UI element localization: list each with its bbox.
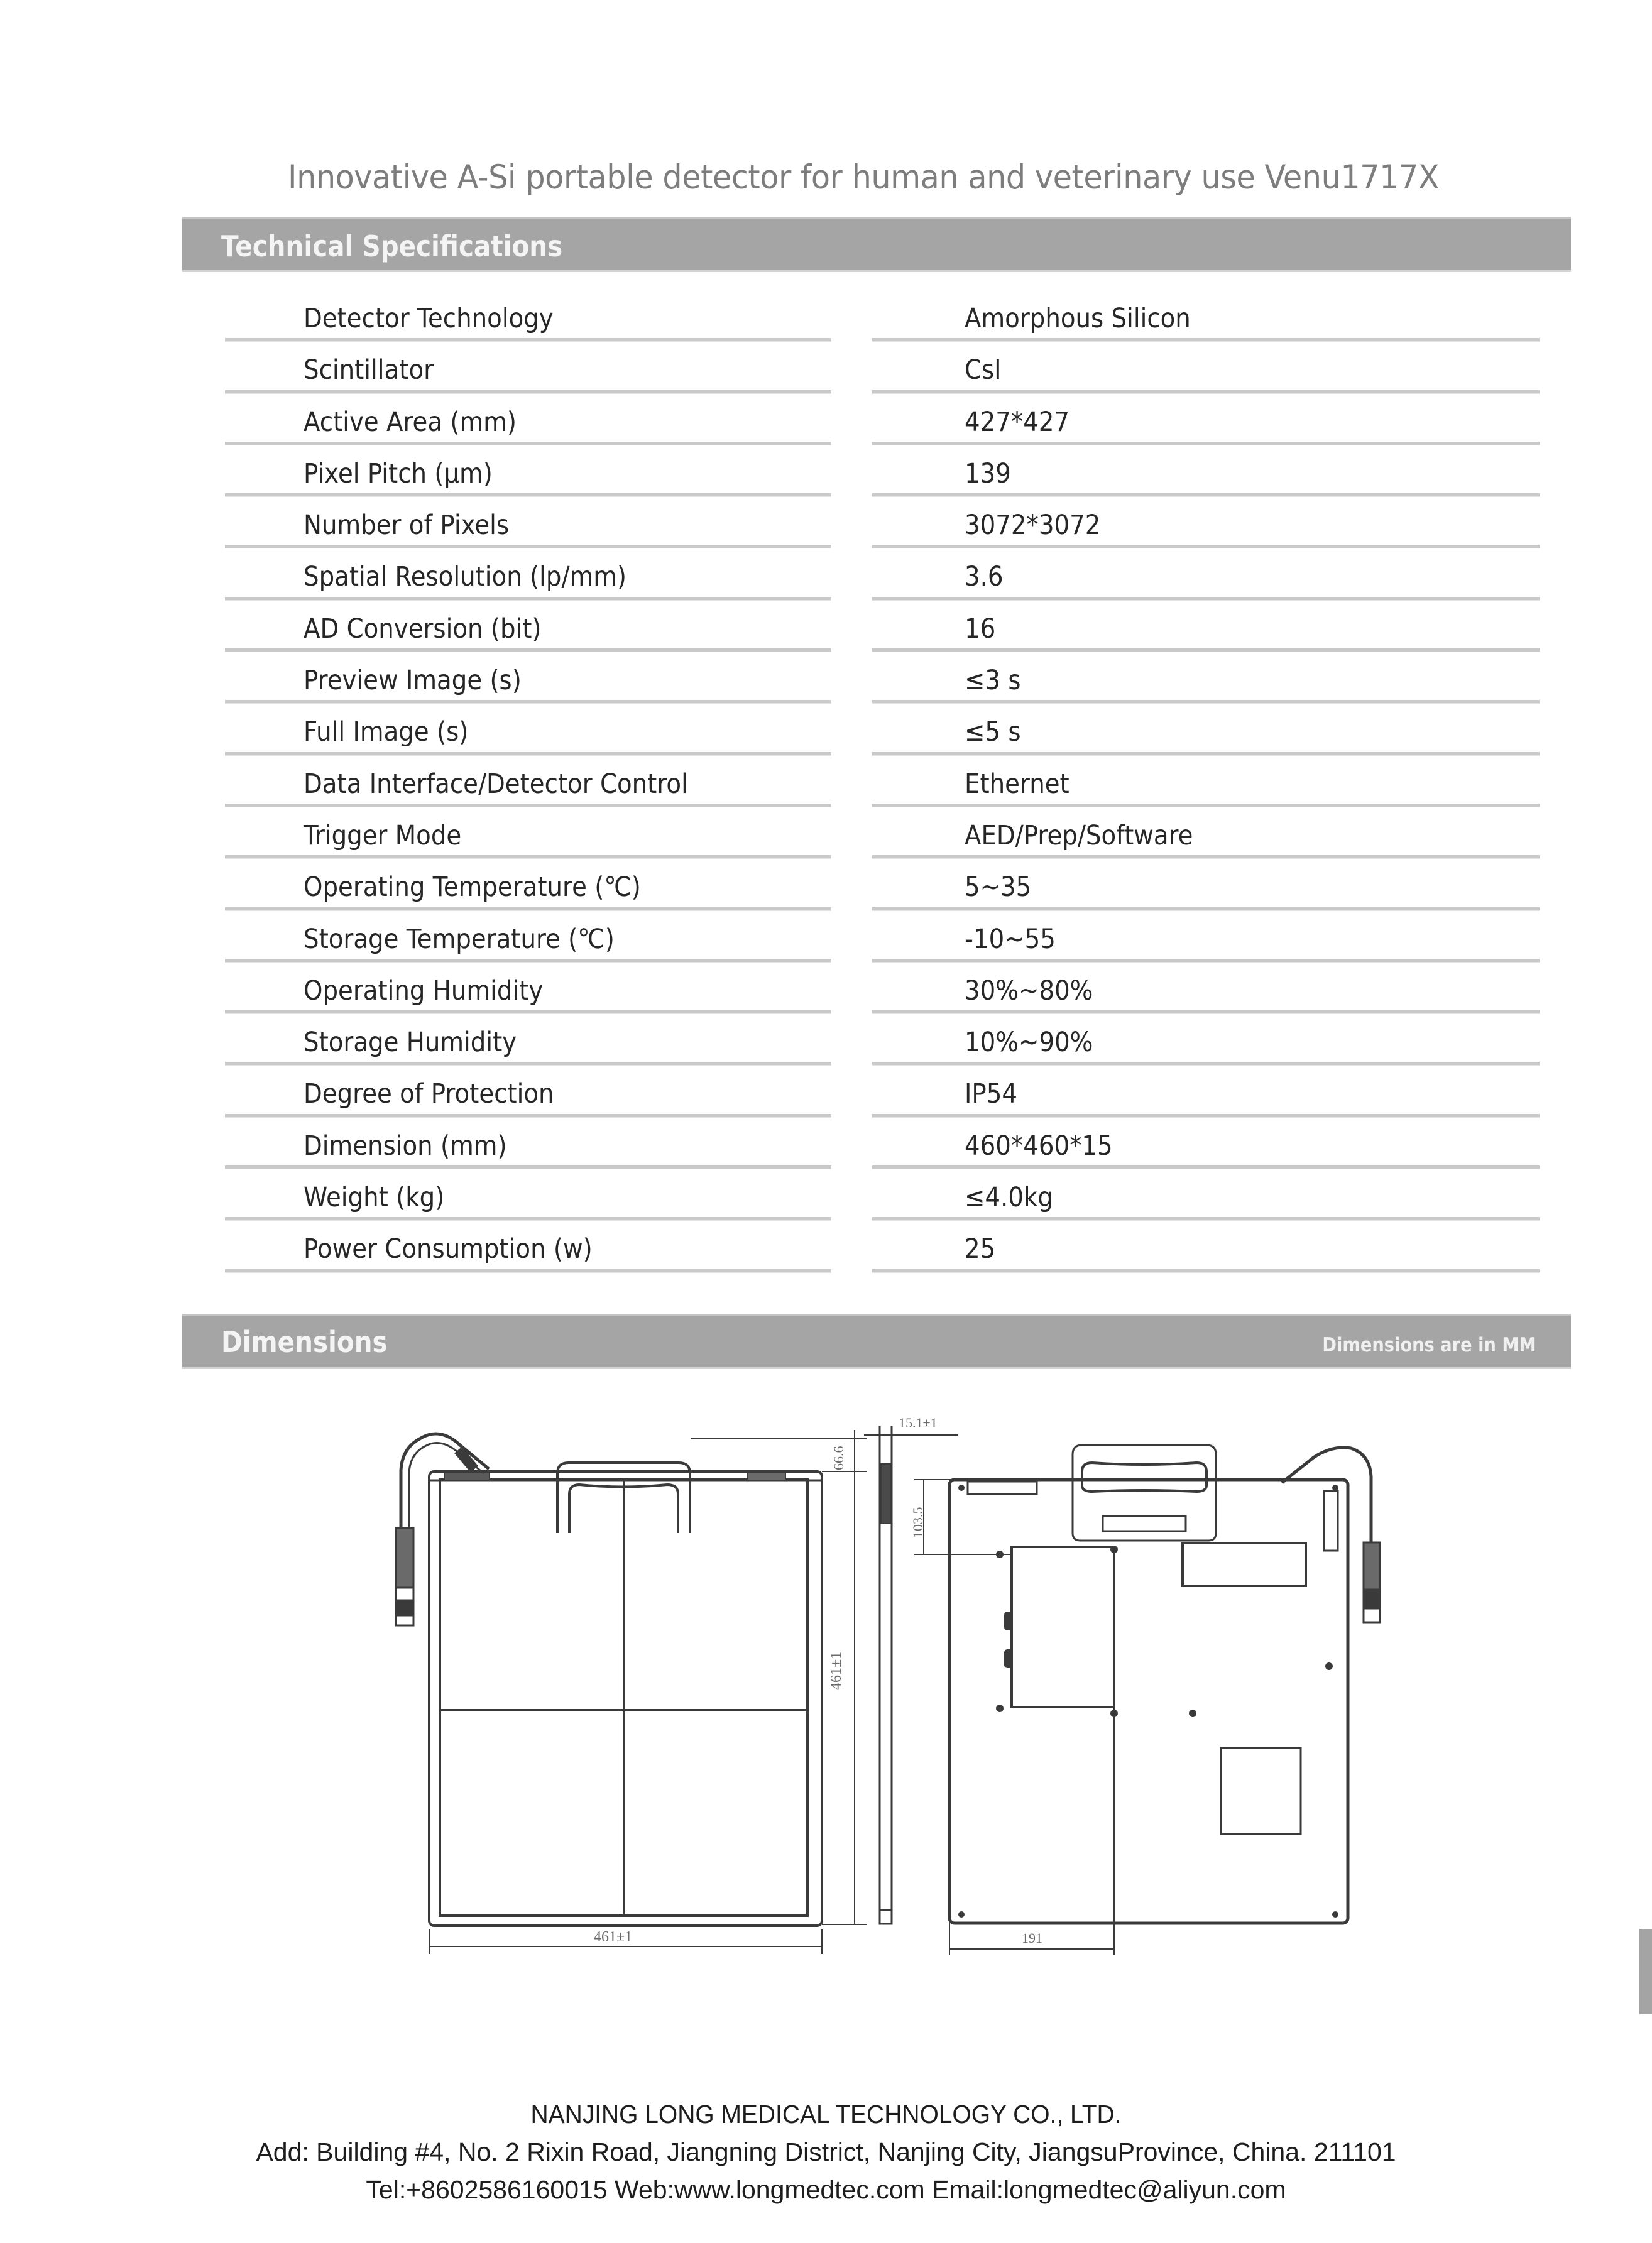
spec-label: Spatial Resolution (lp/mm) <box>304 561 627 593</box>
spec-label: Trigger Mode <box>304 819 462 851</box>
company-contact: Tel:+8602586160015 Web:www.longmedtec.com Email:longmedtec@aliyun.com <box>366 2175 1286 2204</box>
spec-label: Degree of Protection <box>304 1078 554 1110</box>
spec-label: Weight (kg) <box>304 1182 445 1214</box>
spec-label: Full Image (s) <box>304 716 469 748</box>
back-vertical-offset-label: 103.5 <box>910 1507 926 1538</box>
spec-value: 460*460*15 <box>965 1130 1113 1162</box>
spec-value: 25 <box>965 1233 996 1265</box>
spec-value: -10~55 <box>965 923 1056 955</box>
spec-label: Detector Technology <box>304 303 554 334</box>
section-title: Dimensions <box>221 1325 388 1359</box>
spec-value: 30%~80% <box>965 974 1093 1007</box>
side-profile-drawing <box>864 1426 958 1924</box>
spec-label: Active Area (mm) <box>304 406 517 438</box>
back-horizontal-offset-label: 191 <box>1022 1930 1042 1946</box>
spec-value: 427*427 <box>965 406 1070 438</box>
spec-label: Dimension (mm) <box>304 1130 507 1162</box>
spec-label: Pixel Pitch (μm) <box>304 457 493 489</box>
spec-label: Storage Humidity <box>304 1027 517 1059</box>
spec-label: Power Consumption (w) <box>304 1233 593 1265</box>
thickness-label: 15.1±1 <box>899 1415 938 1431</box>
spec-value: CsI <box>965 354 1002 386</box>
spec-label: Operating Temperature (℃) <box>304 871 641 903</box>
spec-value: IP54 <box>965 1078 1017 1110</box>
handle-height-label: 66.6 <box>831 1446 846 1470</box>
spec-value: 139 <box>965 457 1011 489</box>
spec-label: Operating Humidity <box>304 974 544 1007</box>
spec-value: 5~35 <box>965 871 1032 903</box>
page-edge-marker <box>1639 1929 1652 2014</box>
footer <box>0 2095 1652 2208</box>
spec-value: AED/Prep/Software <box>965 819 1193 851</box>
spec-value: Ethernet <box>965 768 1069 800</box>
document-title: Innovative A-Si portable detector for human and veterinary use Venu1717X <box>288 158 1440 197</box>
company-name: NANJING LONG MEDICAL TECHNOLOGY CO., LTD. <box>530 2100 1122 2129</box>
spec-value: 10%~90% <box>965 1027 1093 1059</box>
front-height-label: 461±1 <box>828 1651 845 1690</box>
spec-value: ≤5 s <box>965 716 1021 748</box>
spec-value: ≤4.0kg <box>965 1182 1053 1214</box>
spec-value: 3072*3072 <box>965 510 1101 542</box>
spec-label: Number of Pixels <box>304 510 510 542</box>
section-title: Technical Specifications <box>221 229 563 263</box>
front-view-drawing <box>396 1287 867 1954</box>
spec-value: 16 <box>965 613 996 645</box>
spec-label: AD Conversion (bit) <box>304 613 542 645</box>
spec-label: Data Interface/Detector Control <box>304 768 688 800</box>
spec-label: Scintillator <box>304 354 434 386</box>
spec-value: ≤3 s <box>965 665 1021 697</box>
company-address: Add: Building #4, No. 2 Rixin Road, Jiangning District, Nanjing City, JiangsuProvince, China. 211101 <box>256 2137 1396 2166</box>
spec-label: Storage Temperature (℃) <box>304 923 615 955</box>
spec-label: Preview Image (s) <box>304 665 522 697</box>
back-view-drawing <box>914 1445 1380 1955</box>
front-width-label: 461±1 <box>594 1929 633 1945</box>
spec-value: Amorphous Silicon <box>965 303 1191 334</box>
spec-value: 3.6 <box>965 561 1004 593</box>
units-note: Dimensions are in MM <box>1322 1334 1536 1356</box>
